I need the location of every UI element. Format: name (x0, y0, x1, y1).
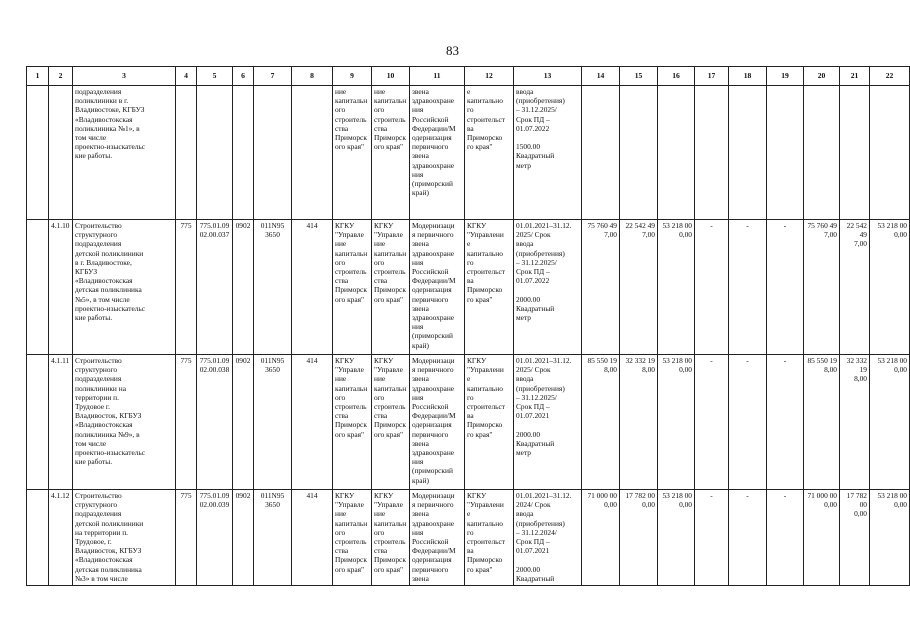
table-cell (658, 86, 695, 220)
table-cell: КГКУ "Управле ние капитальн ого строитель ства Приморск ого края" (372, 220, 410, 355)
table-cell: 775.01.09 02.00.039 (197, 490, 233, 586)
table-cell: 85 550 19 8,00 (804, 355, 840, 490)
table-cell (176, 86, 197, 220)
table-cell: - (695, 355, 729, 490)
table-cell: 414 (292, 220, 333, 355)
table-cell: - (729, 220, 767, 355)
table-cell (233, 86, 254, 220)
table-cell: 22 542 49 7,00 (840, 220, 870, 355)
table-cell (767, 86, 804, 220)
table-cell: Модернизаци я первичного звена здравоохране ния Российской Федерации/М одернизация первичного звена здравоохране ния (приморский край) (410, 220, 465, 355)
table-cell: 71 000 00 0,00 (582, 490, 620, 586)
table-cell: 775 (176, 355, 197, 490)
column-header: 2 (49, 67, 73, 86)
table-cell (729, 86, 767, 220)
table-cell (620, 86, 658, 220)
table-cell: 775.01.09 02.00.037 (197, 220, 233, 355)
table-cell: КГКУ "Управле ние капитальн ого строитель ства Приморск ого края" (333, 490, 372, 586)
table-cell: - (767, 355, 804, 490)
table-cell: 775.01.09 02.00.038 (197, 355, 233, 490)
table-cell: 0902 (233, 220, 254, 355)
table-cell: КГКУ "Управле ние капитальн ого строитель ства Приморск ого края" (372, 490, 410, 586)
table-cell: е капитально го строительст ва Приморско го края" (465, 86, 514, 220)
table-cell: КГКУ "Управлени е капитально го строительст ва Приморско го края" (465, 355, 514, 490)
table-cell (27, 490, 49, 586)
table-cell: Модернизаци я первичного звена здравоохране ния Российской Федерации/М одернизация первичного звена здравоохране ния (приморский край) (410, 355, 465, 490)
table-cell (695, 86, 729, 220)
table-cell: 75 760 49 7,00 (582, 220, 620, 355)
table-cell: 0902 (233, 490, 254, 586)
table-row (27, 86, 910, 220)
table-cell: Строительство структурного подразделения детской поликлиники на территории п. Трудовое, г. Владивосток, КГБУЗ «Владивостокская детская поликлиника №3» в том числе (73, 490, 176, 586)
table-cell: - (695, 220, 729, 355)
table-cell: - (729, 490, 767, 586)
table-cell: ние капитальн ого строитель ства Приморск ого края" (333, 86, 372, 220)
table-cell (870, 86, 910, 220)
table-cell: 32 332 19 8,00 (620, 355, 658, 490)
table-cell: 53 218 00 0,00 (870, 220, 910, 355)
table-cell: КГКУ "Управлени е капитально го строительст ва Приморско го края" (465, 220, 514, 355)
column-header: 9 (333, 67, 372, 86)
table-cell (254, 86, 292, 220)
table-cell: 414 (292, 490, 333, 586)
column-header: 22 (870, 67, 910, 86)
table-cell (804, 86, 840, 220)
column-header: 16 (658, 67, 695, 86)
table-cell: 01.01.2021–31.12. 2024/ Срок ввода (приобретения) – 31.12.2024/ Срок ПД – 01.07.2021 2000.00 Квадратный (514, 490, 582, 586)
column-header: 10 (372, 67, 410, 86)
table-cell: 4.1.12 (49, 490, 73, 586)
table-cell: 17 782 00 0,00 (620, 490, 658, 586)
column-header: 5 (197, 67, 233, 86)
table-cell: Модернизаци я первичного звена здравоохране ния Российской Федерации/М одернизация первичного звена (410, 490, 465, 586)
column-header: 11 (410, 67, 465, 86)
column-header: 20 (804, 67, 840, 86)
table-cell: 775 (176, 220, 197, 355)
table-cell: ние капитальн ого строитель ства Приморск ого края" (372, 86, 410, 220)
table-cell: 0902 (233, 355, 254, 490)
table-cell (197, 86, 233, 220)
table-cell: КГКУ "Управле ние капитальн ого строитель ства Приморск ого края" (333, 355, 372, 490)
table-cell: ввода (приобретения) – 31.12.2025/ Срок ПД – 01.07.2022 1500.00 Квадратный метр (514, 86, 582, 220)
table-cell: - (767, 220, 804, 355)
table-cell (840, 86, 870, 220)
table-cell: 53 218 00 0,00 (870, 355, 910, 490)
table-cell: 53 218 00 0,00 (658, 490, 695, 586)
table-row (27, 490, 910, 586)
table-cell: КГКУ "Управлени е капитально го строительст ва Приморско го края" (465, 490, 514, 586)
table-cell: 53 218 00 0,00 (658, 220, 695, 355)
column-header: 21 (840, 67, 870, 86)
table-cell: 01.01.2021–31.12. 2025/ Срок ввода (приобретения) – 31.12.2025/ Срок ПД – 01.07.2021 2000.00 Квадратный метр (514, 355, 582, 490)
column-header: 13 (514, 67, 582, 86)
table-cell: - (695, 490, 729, 586)
table-cell (292, 86, 333, 220)
table-cell: КГКУ "Управле ние капитальн ого строитель ства Приморск ого края" (372, 355, 410, 490)
column-header: 8 (292, 67, 333, 86)
table-row (27, 220, 910, 355)
table-cell: подразделения поликлиники в г. Владивостоке, КГБУЗ «Владивостокская поликлиника №1», в том числе проектно-изыскательс кие работы. (73, 86, 176, 220)
table-cell: 53 218 00 0,00 (658, 355, 695, 490)
header-row (27, 67, 910, 86)
table-cell (27, 355, 49, 490)
table-cell: Строительство структурного подразделения поликлиники на территории п. Трудовое г. Владивосток, КГБУЗ «Владивостокская поликлиника №9», в том числе проектно-изыскательс кие работы. (73, 355, 176, 490)
table-cell (49, 86, 73, 220)
column-header: 15 (620, 67, 658, 86)
table-cell: 85 550 19 8,00 (582, 355, 620, 490)
column-header: 7 (254, 67, 292, 86)
table-cell: 011N95 3650 (254, 355, 292, 490)
table-cell: 22 542 49 7,00 (620, 220, 658, 355)
table-cell: КГКУ "Управле ние капитальн ого строитель ства Приморск ого края" (333, 220, 372, 355)
column-header: 18 (729, 67, 767, 86)
table-cell: 75 760 49 7,00 (804, 220, 840, 355)
table-cell: 32 332 19 8,00 (840, 355, 870, 490)
table-cell: 011N95 3650 (254, 490, 292, 586)
table-cell: 53 218 00 0,00 (870, 490, 910, 586)
table-cell (27, 86, 49, 220)
data-table (26, 66, 910, 586)
table-cell (27, 220, 49, 355)
column-header: 12 (465, 67, 514, 86)
table-cell: звена здравоохране ния Российской Федерации/М одернизация первичного звена здравоохране ния (приморский край) (410, 86, 465, 220)
column-header: 14 (582, 67, 620, 86)
table-cell: 71 000 00 0,00 (804, 490, 840, 586)
table-cell: - (729, 355, 767, 490)
table-cell: Строительство структурного подразделения детской поликлиники в г. Владивостоке, КГБУЗ «Владивостокская детская поликлиника №5», в том числе проектно-изыскательс кие работы. (73, 220, 176, 355)
column-header: 6 (233, 67, 254, 86)
column-header: 19 (767, 67, 804, 86)
table-cell: 414 (292, 355, 333, 490)
page-number: 83 (446, 43, 459, 58)
table-cell: - (767, 490, 804, 586)
column-header: 17 (695, 67, 729, 86)
table-cell: 01.01.2021–31.12. 2025/ Срок ввода (приобретения) – 31.12.2025/ Срок ПД – 01.07.2022 2000.00 Квадратный метр (514, 220, 582, 355)
column-header: 3 (73, 67, 176, 86)
table-cell (582, 86, 620, 220)
column-header: 1 (27, 67, 49, 86)
table-row (27, 355, 910, 490)
table-cell: 775 (176, 490, 197, 586)
table-cell: 17 782 00 0,00 (840, 490, 870, 586)
column-header: 4 (176, 67, 197, 86)
table-cell: 4.1.11 (49, 355, 73, 490)
table-cell: 4.1.10 (49, 220, 73, 355)
table-cell: 011N95 3650 (254, 220, 292, 355)
